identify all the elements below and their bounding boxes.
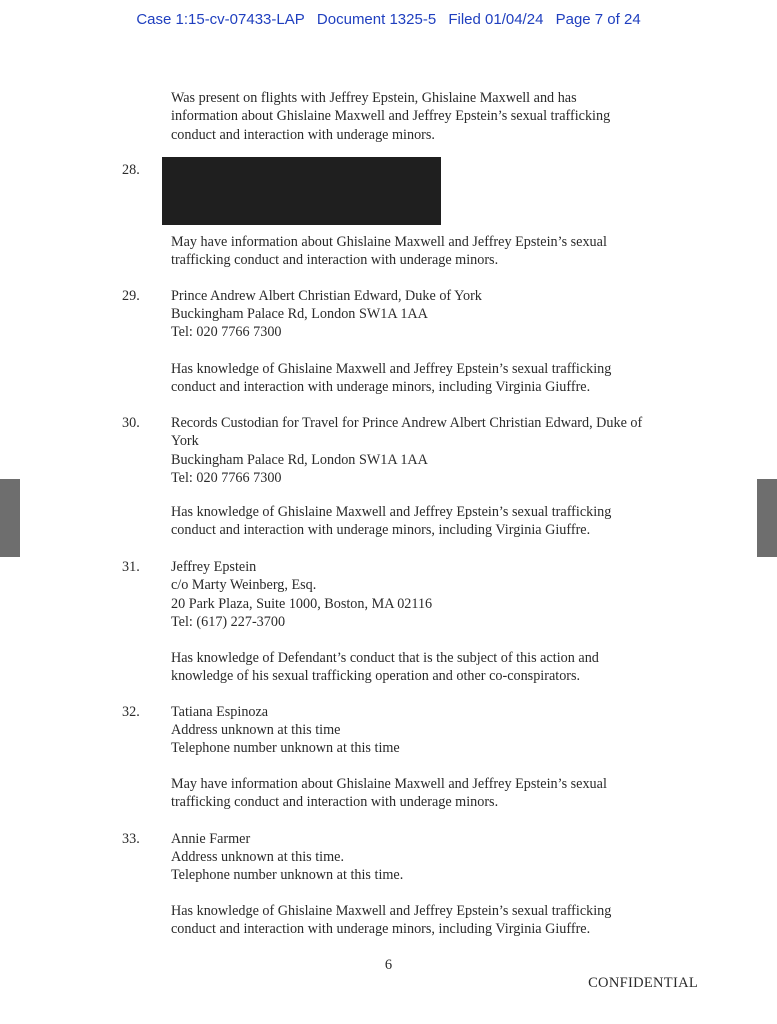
entry-32-name: Tatiana Espinoza bbox=[171, 704, 269, 720]
entry-number-33: 33. bbox=[122, 831, 140, 847]
entry-33-address: Address unknown at this time. bbox=[171, 849, 344, 865]
entry-31-description: Has knowledge of Defendant’s conduct that is the subject of this action and knowledge of his sexual trafficking operation and other co-conspirators. bbox=[171, 650, 599, 685]
left-scroll-handle[interactable] bbox=[0, 479, 20, 557]
entry-31-address: 20 Park Plaza, Suite 1000, Boston, MA 02116 bbox=[171, 596, 433, 612]
redaction-box bbox=[162, 157, 441, 225]
entry-32-address: Address unknown at this time bbox=[171, 722, 341, 738]
entry-29-description: Has knowledge of Ghislaine Maxwell and Jeffrey Epstein’s sexual trafficking conduct and interaction with underage minors, including Virginia Giuffre. bbox=[171, 361, 612, 396]
entry-33-name: Annie Farmer bbox=[171, 831, 251, 847]
page-number: 6 bbox=[384, 957, 393, 973]
entry-30-description: Has knowledge of Ghislaine Maxwell and Jeffrey Epstein’s sexual trafficking conduct and interaction with underage minors, including Virginia Giuffre. bbox=[171, 504, 612, 539]
entry-number-29: 29. bbox=[122, 288, 140, 304]
case-number: Case 1:15-cv-07433-LAP bbox=[136, 11, 305, 28]
entry-30-tel: Tel: 020 7766 7300 bbox=[171, 470, 282, 486]
entry-number-31: 31. bbox=[122, 559, 140, 575]
entry-29-name: Prince Andrew Albert Christian Edward, Duke of York bbox=[171, 288, 482, 304]
entry-32-description: May have information about Ghislaine Maxwell and Jeffrey Epstein’s sexual trafficking conduct and interaction with underage minors. bbox=[171, 776, 607, 811]
document-number: Document 1325-5 bbox=[316, 11, 437, 28]
entry-number-28: 28. bbox=[122, 162, 140, 178]
filed-date: Filed 01/04/24 bbox=[448, 11, 544, 28]
entry-31-care-of: c/o Marty Weinberg, Esq. bbox=[171, 577, 317, 593]
entry-29-tel: Tel: 020 7766 7300 bbox=[171, 324, 282, 340]
entry-30-address: Buckingham Palace Rd, London SW1A 1AA bbox=[171, 452, 428, 468]
entry-33-tel: Telephone number unknown at this time. bbox=[171, 867, 404, 883]
entry-31-tel: Tel: (617) 227-3700 bbox=[171, 614, 286, 630]
entry-32-tel: Telephone number unknown at this time bbox=[171, 740, 400, 756]
entry-29-address: Buckingham Palace Rd, London SW1A 1AA bbox=[171, 306, 428, 322]
page-indicator: Page 7 of 24 bbox=[555, 11, 641, 28]
intro-paragraph: Was present on flights with Jeffrey Epstein, Ghislaine Maxwell and has information about Ghislaine Maxwell and Jeffrey Epstein’s sexual trafficking conduct and interaction with underage minors. bbox=[171, 90, 611, 143]
confidential-stamp: CONFIDENTIAL bbox=[588, 975, 698, 991]
right-scroll-handle[interactable] bbox=[757, 479, 777, 557]
entry-number-32: 32. bbox=[122, 704, 140, 720]
entry-30-name: Records Custodian for Travel for Prince Andrew Albert Christian Edward, Duke of York bbox=[171, 415, 643, 450]
entry-28-description: May have information about Ghislaine Maxwell and Jeffrey Epstein’s sexual trafficking conduct and interaction with underage minors. bbox=[171, 234, 607, 269]
filing-header bbox=[0, 11, 777, 28]
entry-31-name: Jeffrey Epstein bbox=[171, 559, 257, 575]
entry-number-30: 30. bbox=[122, 415, 140, 431]
entry-33-description: Has knowledge of Ghislaine Maxwell and Jeffrey Epstein’s sexual trafficking conduct and interaction with underage minors, including Virginia Giuffre. bbox=[171, 903, 612, 938]
